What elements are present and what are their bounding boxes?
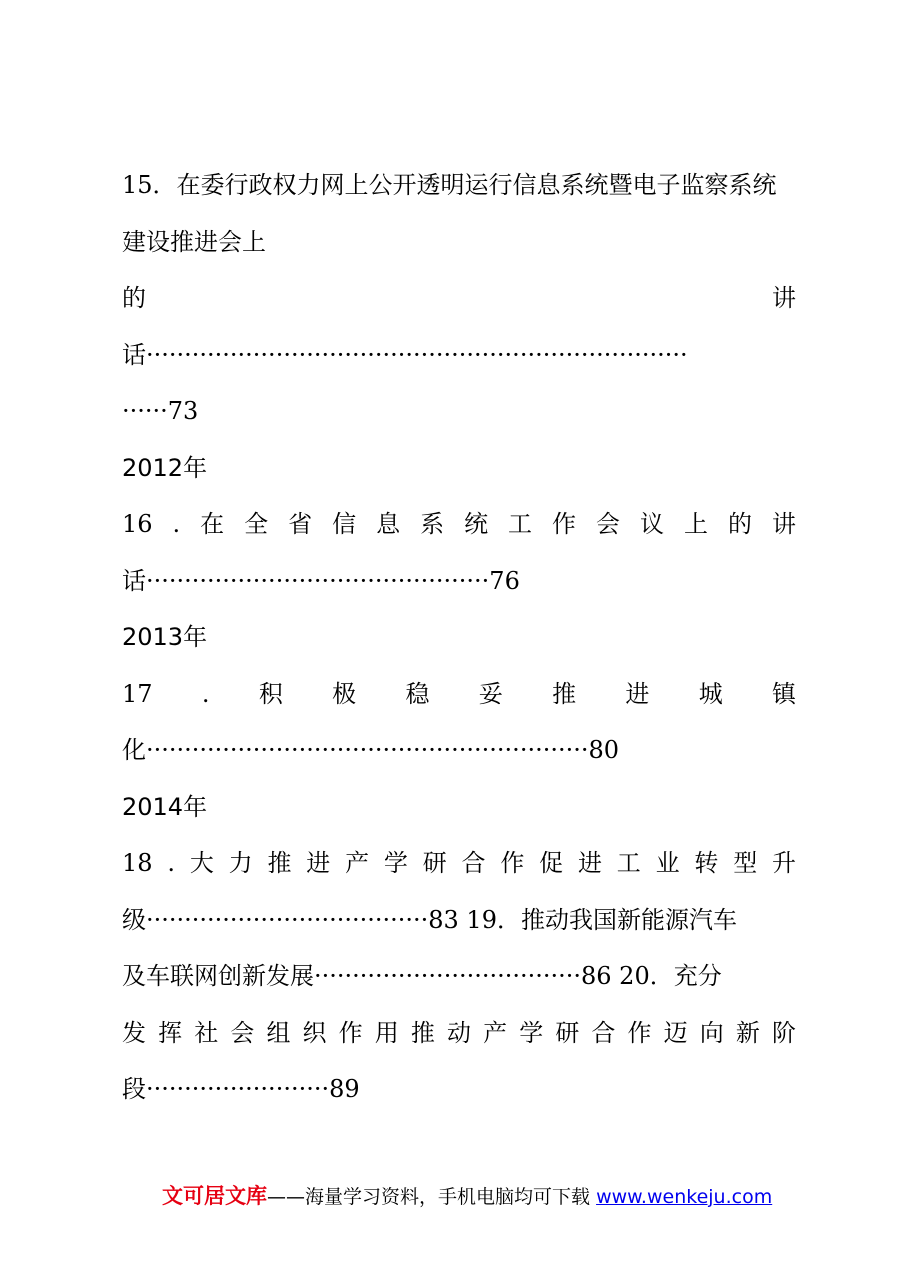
text-segment: 转 — [694, 849, 719, 877]
year-heading-2012: 2012年 — [122, 454, 208, 482]
text-segment: 稳 — [405, 680, 430, 708]
text-segment: 系 — [420, 510, 445, 538]
text-segment: 17 — [122, 680, 153, 708]
text-segment: 学 — [519, 1019, 544, 1047]
text-segment: 组 — [266, 1019, 291, 1047]
text-segment: 讲 — [771, 510, 796, 538]
text-segment: . — [201, 680, 210, 708]
toc-entry-17-leader-line: 化··························································80 — [122, 736, 620, 764]
text-segment: 在 — [200, 510, 225, 538]
text-segment: 进 — [306, 849, 331, 877]
text-segment: 推 — [552, 680, 577, 708]
text-segment: 的 — [727, 510, 752, 538]
text-segment: 新 — [735, 1019, 760, 1047]
text-segment: 进 — [625, 680, 650, 708]
text-segment: 妥 — [478, 680, 503, 708]
text-segment: 统 — [464, 510, 489, 538]
text-segment: 力 — [228, 849, 253, 877]
toc-entry-18-19-line: 级·····································83 19．推动我国新能源汽车 — [122, 906, 737, 934]
text-segment: 研 — [555, 1019, 580, 1047]
text-segment: 推 — [267, 849, 292, 877]
text-segment: . — [167, 849, 175, 877]
footer-dash: —— — [267, 1186, 305, 1208]
text-segment: 作 — [627, 1019, 652, 1047]
text-segment: 产 — [345, 849, 370, 877]
text-segment: 作 — [552, 510, 577, 538]
text-segment: 促 — [539, 849, 564, 877]
toc-entry-18-title-line — [122, 848, 796, 878]
toc-entry-15-title-line-2: 建设推进会上 — [122, 228, 266, 256]
toc-entry-15-leader-line: 话······································································· — [122, 341, 688, 369]
toc-entry-15-title-line-1: 15．在委行政权力网上公开透明运行信息系统暨电子监察系统 — [122, 171, 777, 199]
text-segment: 产 — [483, 1019, 508, 1047]
text-segment: 用 — [374, 1019, 399, 1047]
year-heading-2014: 2014年 — [122, 793, 208, 821]
text-segment: 合 — [591, 1019, 616, 1047]
brand-name: 文可居文库 — [162, 1184, 267, 1208]
text-segment: 16 — [122, 510, 153, 538]
text-segment: 型 — [733, 849, 758, 877]
year-heading-2013: 2013年 — [122, 623, 208, 651]
text-segment: 讲 — [772, 284, 796, 312]
text-segment: 镇 — [772, 680, 796, 708]
text-segment: 织 — [302, 1019, 327, 1047]
text-segment: 全 — [244, 510, 269, 538]
text-segment: 息 — [376, 510, 401, 538]
text-segment: 工 — [616, 849, 641, 877]
text-segment: 积 — [258, 680, 283, 708]
text-segment: 工 — [508, 510, 533, 538]
footer-banner — [162, 1183, 772, 1210]
text-segment: 信 — [332, 510, 357, 538]
text-segment: 动 — [446, 1019, 471, 1047]
text-segment: 迈 — [663, 1019, 688, 1047]
text-segment: 作 — [500, 849, 525, 877]
text-segment: 业 — [655, 849, 680, 877]
text-segment: 会 — [596, 510, 621, 538]
text-segment: 阶 — [771, 1019, 796, 1047]
text-segment: 大 — [189, 849, 214, 877]
text-segment: 的 — [122, 284, 146, 312]
toc-entry-20-title-line — [122, 1018, 796, 1048]
text-segment: 省 — [288, 510, 313, 538]
toc-entry-19-20-line: 及车联网创新发展···································86 20．充分 — [122, 962, 722, 990]
footer-tagline: 海量学习资料，手机电脑均可下载 — [305, 1186, 591, 1208]
text-segment: 城 — [698, 680, 723, 708]
text-segment: 18 — [122, 849, 153, 877]
text-segment: 上 — [683, 510, 708, 538]
toc-entry-20-leader-line: 段························89 — [122, 1075, 360, 1103]
text-segment: 研 — [422, 849, 447, 877]
website-link[interactable]: www.wenkeju.com — [596, 1186, 773, 1208]
toc-entry-15-title-line-3 — [122, 283, 796, 313]
text-segment: 挥 — [158, 1019, 183, 1047]
toc-entry-16-title-line — [122, 509, 796, 539]
text-segment: 议 — [640, 510, 664, 538]
text-segment: 向 — [699, 1019, 724, 1047]
text-segment: 社 — [194, 1019, 219, 1047]
text-segment: 推 — [410, 1019, 435, 1047]
text-segment: 合 — [461, 849, 486, 877]
toc-entry-16-leader-line: 话·············································76 — [122, 567, 520, 595]
text-segment: 作 — [338, 1019, 363, 1047]
toc-entry-15-page-number: ······73 — [122, 397, 199, 425]
text-segment: 学 — [383, 849, 408, 877]
text-segment: . — [172, 510, 181, 538]
text-segment: 发 — [122, 1019, 146, 1047]
text-segment: 进 — [577, 849, 602, 877]
toc-entry-17-title-line — [122, 679, 796, 709]
text-segment: 会 — [230, 1019, 255, 1047]
text-segment: 升 — [772, 849, 796, 877]
text-segment: 极 — [332, 680, 357, 708]
